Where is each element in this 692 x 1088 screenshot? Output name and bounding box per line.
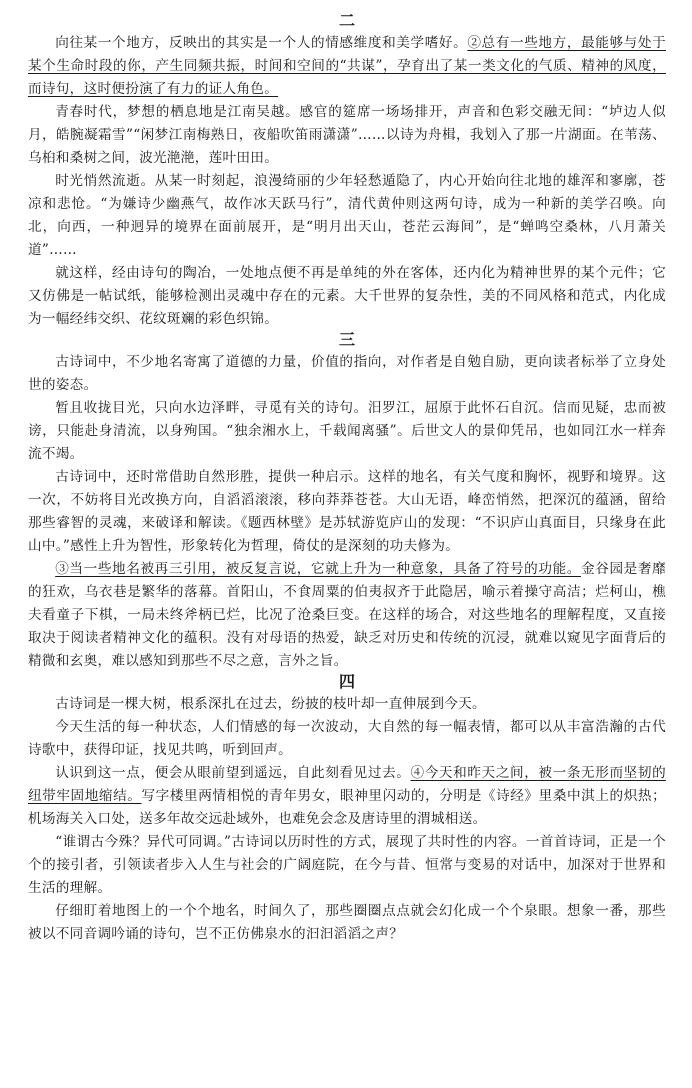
paragraph	[28, 900, 666, 946]
underlined-sentence-3: ③当一些地名被再三引用，被反复言说，它就上升为一种意象，具备了符号的功能。	[55, 561, 582, 577]
paragraph-text: 认识到这一点，便会从眼前望到遥远，自此刻看见过去。	[55, 765, 411, 781]
section-heading-2: 二	[338, 11, 355, 30]
paragraph-text: 就这样，经由诗句的陶冶，一处地点便不再是单纯的外在客体，还内化为精神世界的某个元件；它又仿佛是一帖试纸，能够检测出灵魂中存在的元素。大千世界的复杂性，美的不同风格和范式，内化成为一幅经纬交织、花纹斑斓的彩色织锦。	[28, 265, 666, 327]
paragraph	[28, 262, 666, 331]
paragraph-text: 仔细盯着地图上的一个个地名，时间久了，那些圈圈点点就会幻化成一个个泉眼。想象一番，那些被以不同音调吟诵的诗句，岂不正仿佛泉水的汩汩滔滔之声？	[28, 903, 666, 942]
paragraph-text: 青春时代，梦想的栖息地是江南吴越。感官的筵席一场场排开，声音和色彩交融无间：“垆边人似月，皓腕凝霜雪”“闲梦江南梅熟日，夜船吹笛雨潇潇”……以诗为舟楫，我划入了那一片湖面。在苇荡、乌桕和桑树之间，波光滟滟，莲叶田田。	[28, 104, 666, 166]
paragraph	[28, 170, 666, 262]
paragraph	[28, 32, 666, 101]
paragraph-text: “谁谓古今殊？异代可同调。”古诗词以历时性的方式，展现了共时性的内容。一首首诗词，正是一个个的接引者，引领读者步入人生与社会的广阔庭院，在今与昔、恒常与变易的对话中，加深对于世界和生活的理解。	[28, 834, 666, 896]
section-heading-3: 三	[338, 330, 355, 349]
paragraph-text: 古诗词中，还时常借助自然形胜，提供一种启示。这样的地名，有关气度和胸怀，视野和境界。这一次，不妨将目光改换方向，自滔滔滚滚，移向莽莽苍苍。大山无语，峰峦悄然，把深沉的蕴涵，留给那些睿智的灵魂，来破译和解读。《题西林壁》是苏轼游览庐山的发现：“不识庐山真面目，只缘身在此山中。”感性上升为智性，形象转化为哲理，倚仗的是深刻的功夫修为。	[28, 469, 666, 554]
underlined-sentence-2: ②总有一些地方，最能够与处于某个生命时段的你，产生同频共振，时间和空间的“共谋”，孕育出了某一类文化的气质、精神的风度，而诗句，这时便扮演了有力的证人角色。	[28, 35, 666, 97]
paragraph-text: 今天生活的每一种状态，人们情感的每一次波动，大自然的每一幅表情，都可以从丰富浩瀚的古代诗歌中，获得印证，找见共鸣，听到回声。	[28, 719, 666, 758]
paragraph	[28, 397, 666, 466]
paragraph-text-after: 写字楼里两情相悦的青年男女，眼神里闪动的，分明是《诗经》里桑中淇上的炽热；机场海关入口处，送多年故交远赴域外，也难免会念及唐诗里的渭城相送。	[28, 788, 666, 827]
paragraph	[28, 693, 666, 716]
paragraph	[28, 466, 666, 558]
paragraph	[28, 558, 666, 673]
paragraph	[28, 351, 666, 397]
paragraph	[28, 101, 666, 170]
paragraph-text: 古诗词是一棵大树，根系深扎在过去，纷披的枝叶却一直伸展到今天。	[55, 696, 486, 712]
section-heading-4: 四	[338, 672, 355, 691]
paragraph-text-after: 金谷园是奢靡的狂欢，乌衣巷是繁华的落幕。首阳山，不食周粟的伯夷叔齐于此隐居，喻示着操守高洁；烂柯山，樵夫看童子下棋，一局未终斧柄已烂，比况了沧桑巨变。在这样的场合，对这些地名的理解程度，又直接取决于阅读者精神文化的蕴积。没有对母语的热爱，缺乏对历史和传统的沉浸，就难以窥见字面背后的精微和玄奥，难以感知到那些不尽之意，言外之旨。	[28, 561, 666, 669]
paragraph-text: 时光悄然流逝。从某一时刻起，浪漫绮丽的少年轻愁遁隐了，内心开始向往北地的雄浑和寥廓，苍凉和悲怆。“为嫌诗少幽燕气，故作冰天跃马行”，清代黄仲则这两句诗，成为一种新的美学召唤。向北，向西，一种迥异的境界在面前展开，是“明月出天山，苍茫云海间”，是“蝉鸣空桑林，八月萧关道”……	[28, 173, 666, 258]
paragraph-text: 古诗词中，不少地名寄寓了道德的力量，价值的指向，对作者是自勉自励，更向读者标举了立身处世的姿态。	[28, 354, 666, 393]
paragraph	[28, 831, 666, 900]
underlined-sentence-4: ④今天和昨天之间，被一条无形而坚韧的纽带牢固地缩结。	[28, 765, 666, 804]
paragraph	[28, 716, 666, 762]
paragraph-text: 向往某一个地方，反映出的其实是一个人的情感维度和美学嗜好。	[55, 35, 468, 51]
paragraph-text: 暂且收拢目光，只向水边泽畔，寻觅有关的诗句。汨罗江，屈原于此怀石自沉。信而见疑，忠而被谤，只能赴身清流，以身殉国。“独余湘水上，千载闻离骚”。后世文人的景仰凭吊，也如同江水一样奔流不竭。	[28, 400, 666, 462]
paragraph	[28, 762, 666, 831]
